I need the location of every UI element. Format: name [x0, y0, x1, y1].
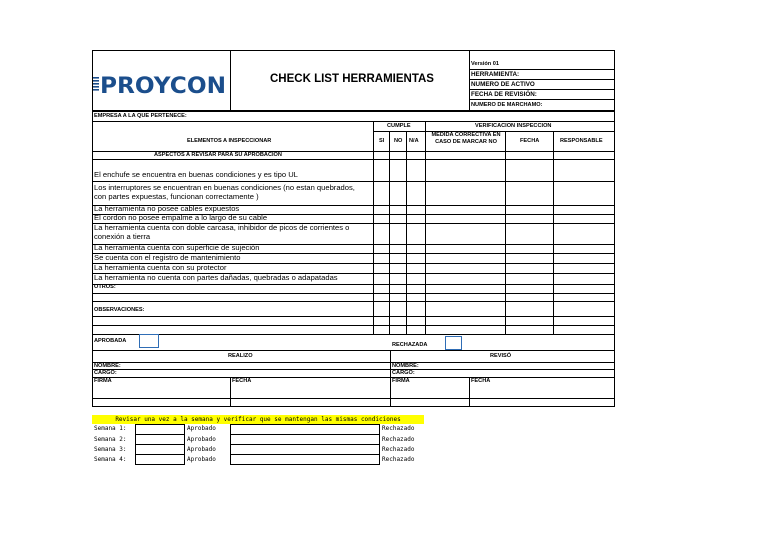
version-label: Versión 01: [471, 61, 499, 67]
herramienta-label: HERRAMIENTA:: [471, 71, 520, 78]
item-5: La herramienta cuenta con doble carcasa, inhibidor de picos de corrientes o conexión a tierra: [94, 223, 350, 241]
item-3: La herramienta no posee cables expuestos: [94, 204, 240, 213]
firma-realizo-label: FIRMA: [94, 378, 112, 384]
no-header: NO: [394, 138, 403, 144]
item-9: La herramienta no cuenta con partes dañadas, quebradas o adapatadas: [94, 273, 338, 282]
aprobada-label: APROBADA: [94, 338, 127, 344]
week-2-aprobado: Aprobado: [187, 436, 216, 443]
item-8: La herramienta cuenta con su protector: [94, 263, 227, 272]
logo-text: PROYCON: [100, 74, 226, 98]
rechazada-checkbox[interactable]: [445, 336, 462, 350]
week-2-rechazado: Rechazado: [382, 436, 415, 443]
item-2: Los interruptores se encuentran en buenas condiciones (no estan quebrados, con partes expuestas, funcionan correctamente ): [94, 183, 355, 201]
si-header: SI: [379, 138, 385, 144]
responsable-header: RESPONSABLE: [560, 138, 603, 144]
realizo-label: REALIZO: [228, 353, 253, 359]
elementos-header: ELEMENTOS A INSPECCIONAR: [187, 138, 272, 144]
otros-label: OTROS:: [94, 284, 116, 290]
numero-marchamo-label: NUMERO DE MARCHAMO:: [471, 102, 543, 108]
item-7: Se cuenta con el registro de mantenimiento: [94, 253, 241, 262]
proycon-logo: [93, 68, 228, 98]
fecha-reviso-label: FECHA: [471, 378, 491, 384]
cumple-header: CUMPLE: [387, 123, 411, 129]
cargo-reviso-label: CARGO:: [392, 370, 415, 376]
week-4-field[interactable]: [135, 454, 185, 465]
week-1-label: Semana 1:: [94, 425, 127, 432]
week-1-aprobado: Aprobado: [187, 425, 216, 432]
verificacion-header: VERIFICACION INSPECCION: [475, 123, 552, 129]
fecha-revision-label: FECHA DE REVISIÓN:: [471, 91, 537, 98]
weekly-note: Revisar una vez a la semana y verificar que se mantengan las mismas condiciones: [92, 415, 424, 424]
item-6: La herramienta cuenta con superficie de sujeción: [94, 243, 260, 252]
week-1-rechazado: Rechazado: [382, 425, 415, 432]
page-title: CHECK LIST HERRAMIENTAS: [270, 73, 434, 85]
fecha-header: FECHA: [520, 138, 540, 144]
reviso-label: REVISÓ: [490, 353, 512, 359]
week-3-rechazado: Rechazado: [382, 446, 415, 453]
na-header: N/A: [409, 138, 419, 144]
week-2-label: Semana 2:: [94, 436, 127, 443]
medida-header: MEDIDA CORRECTIVA EN CASO DE MARCAR NO: [431, 132, 501, 145]
numero-activo-label: NUMERO DE ACTIVO: [471, 81, 535, 88]
week-4-label: Semana 4:: [94, 456, 127, 463]
aprobada-checkbox[interactable]: [139, 334, 159, 348]
nombre-realizo-label: NOMBRE:: [94, 363, 121, 369]
week-3-label: Semana 3:: [94, 446, 127, 453]
cargo-realizo-label: CARGO:: [94, 370, 117, 376]
nombre-reviso-label: NOMBRE:: [392, 363, 419, 369]
firma-reviso-label: FIRMA: [392, 378, 410, 384]
item-1: El enchufe se encuentra en buenas condiciones y es tipo UL: [94, 170, 298, 179]
rechazada-label: RECHAZADA: [392, 342, 428, 348]
week-3-aprobado: Aprobado: [187, 446, 216, 453]
fecha-realizo-label: FECHA: [232, 378, 252, 384]
aspectos-label: ASPECTOS A REVISAR PARA SU APROBACION: [154, 152, 282, 158]
empresa-label: EMPRESA A LA QUE PERTENECE:: [94, 113, 187, 119]
week-4-aprobado: Aprobado: [187, 456, 216, 463]
item-4: El cordon no posee empalme a lo largo de su cable: [94, 213, 268, 222]
observaciones-label: OBSERVACIONES:: [94, 307, 145, 313]
week-4-notes[interactable]: [230, 454, 380, 465]
week-4-rechazado: Rechazado: [382, 456, 415, 463]
